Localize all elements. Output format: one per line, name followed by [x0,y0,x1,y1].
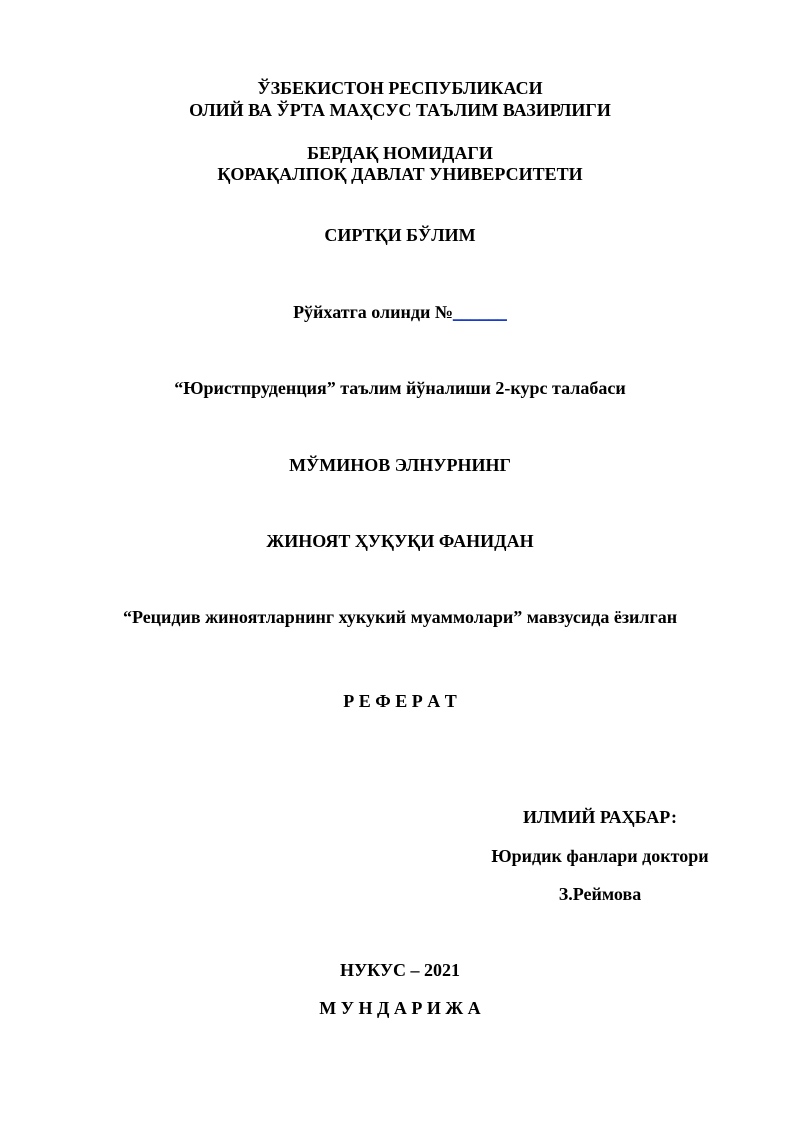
university-line-1: БЕРДАҚ НОМИДАГИ [307,143,493,163]
supervisor-title: ИЛМИЙ РАҲБАР: [523,807,677,827]
supervisor-degree: Юридик фанлари доктори [491,846,709,866]
university-line-2: ҚОРАҚАЛПОҚ ДАВЛАТ УНИВЕРСИТЕТИ [217,164,583,184]
topic-line: “Рецидив жиноятларнинг хукукий муаммолари” мавзусида ёзилган [122,607,678,627]
document-type-title: Р Е Ф Е Р А Т [343,691,457,711]
contents-title: М У Н Д А Р И Ж А [319,998,481,1018]
department-heading: СИРТҚИ БЎЛИМ [324,225,476,245]
registration-label: Рўйхатга олинди № [293,302,453,322]
student-program-line: “Юристпруденция” таълим йўналиши 2-курс талабаси [174,378,626,398]
city-year: НУКУС – 2021 [339,960,461,980]
ministry-line-2: ОЛИЙ ВА ЎРТА МАҲСУС ТАЪЛИМ ВАЗИРЛИГИ [189,100,611,120]
ministry-line-1: ЎЗБЕКИСТОН РЕСПУБЛИКАСИ [257,78,543,98]
subject-heading: ЖИНОЯТ ҲУҚУҚИ ФАНИДАН [266,531,534,551]
student-name: МЎМИНОВ ЭЛНУРНИНГ [289,455,511,475]
supervisor-name: З.Реймова [558,884,642,904]
registration-line [0,301,800,323]
registration-number-field[interactable]: ______ [452,302,507,322]
